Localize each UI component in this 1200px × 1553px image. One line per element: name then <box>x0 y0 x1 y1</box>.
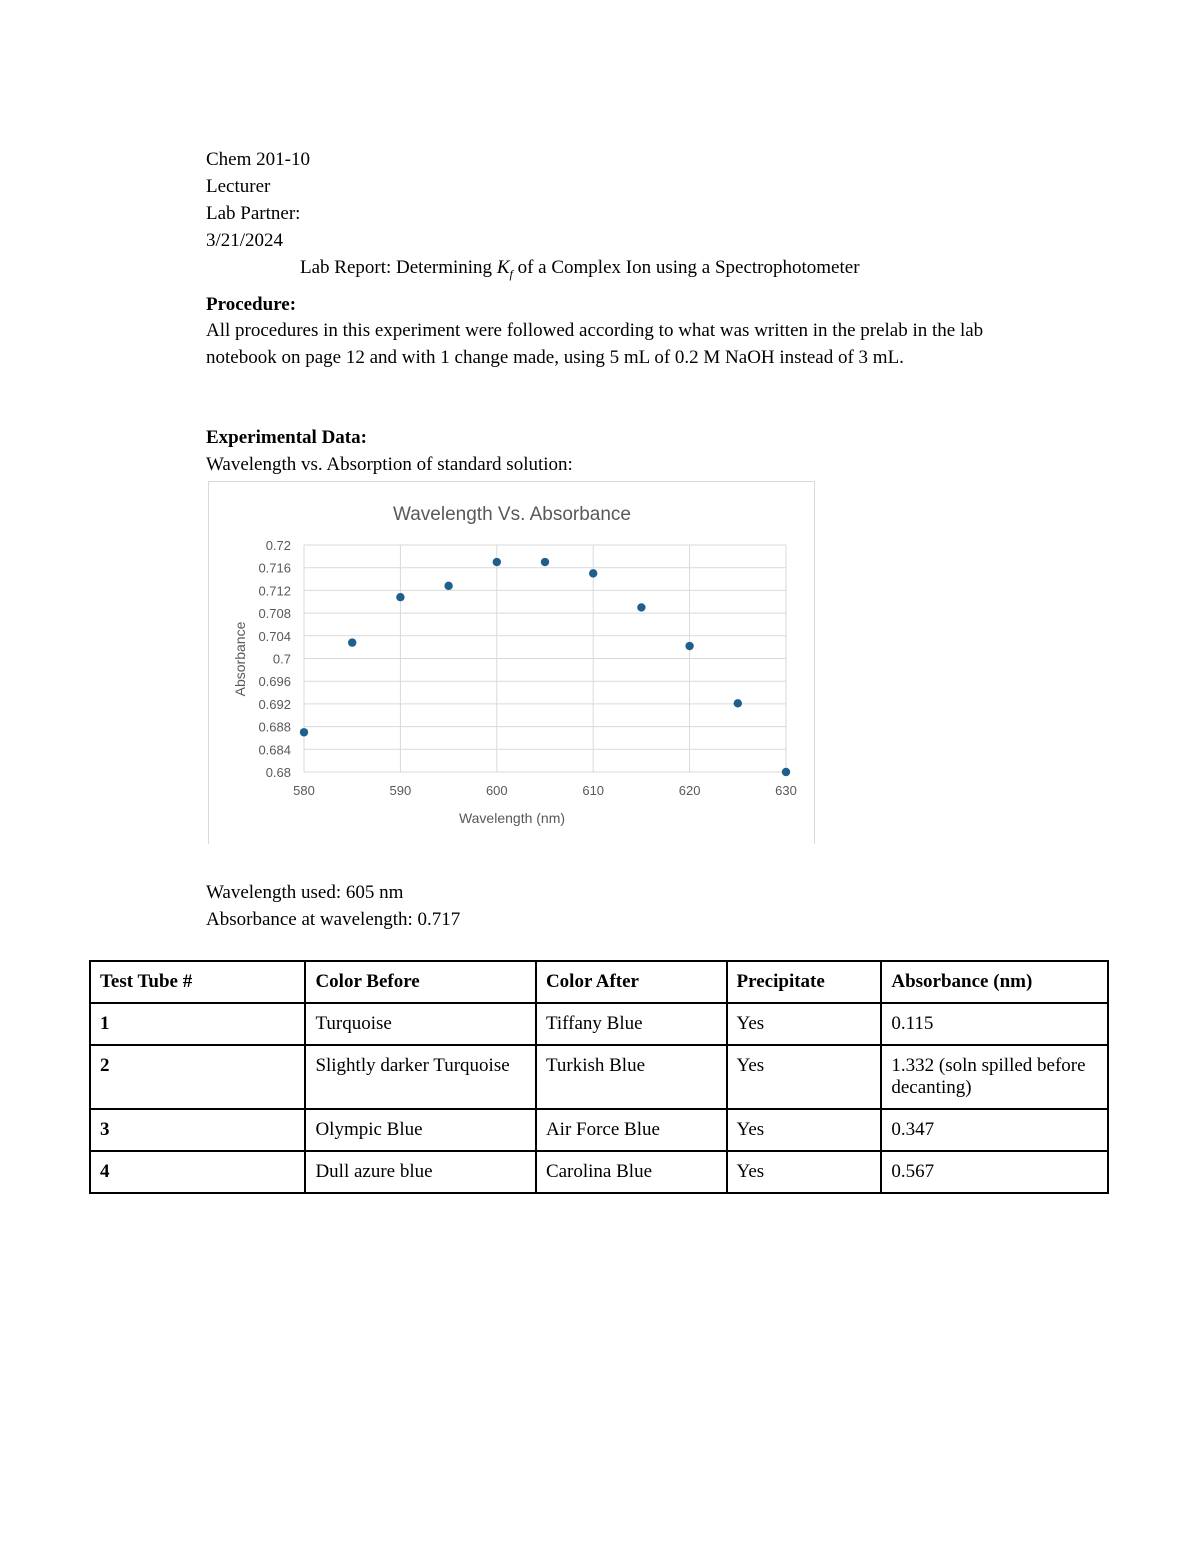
procedure-paragraph: All procedures in this experiment were followed according to what was written in the prelab in the lab notebook on page 12 and with 1 change made, using 5 mL of 0.2 M NaOH instead of 3 mL. <box>206 320 984 368</box>
x-tick-labels <box>293 783 797 798</box>
title-prefix: Lab Report: Determining <box>300 257 497 278</box>
y-tick-label: 0.712 <box>258 583 291 599</box>
experimental-data-heading: Experimental Data: <box>206 427 367 448</box>
course-line: Chem 201-10 <box>206 149 310 170</box>
procedure-heading: Procedure: <box>206 294 297 315</box>
data-point <box>782 768 790 776</box>
kf-symbol: K <box>496 257 510 278</box>
y-tick-label: 0.716 <box>258 560 291 576</box>
data-point <box>637 603 645 611</box>
x-tick-label: 630 <box>775 783 797 798</box>
y-tick-label: 0.7 <box>272 651 291 667</box>
cell-precipitate: Yes <box>727 1151 882 1193</box>
x-axis-label: Wavelength (nm) <box>458 810 566 826</box>
y-tick-label: 0.704 <box>258 628 291 644</box>
cell-absorbance: 0.347 <box>881 1109 1108 1151</box>
data-point <box>300 728 308 736</box>
cell-color-after: Carolina Blue <box>536 1151 727 1193</box>
header-absorbance: Absorbance (nm) <box>881 961 1108 1003</box>
y-tick-label: 0.708 <box>258 606 291 622</box>
data-point <box>685 642 693 650</box>
y-tick-label: 0.688 <box>258 719 291 735</box>
y-tick-labels <box>258 538 291 780</box>
y-tick-label: 0.72 <box>265 538 291 553</box>
data-point <box>541 558 549 566</box>
cell-color-after: Turkish Blue <box>536 1045 727 1109</box>
y-tick-label: 0.696 <box>258 674 291 690</box>
cell-tube: 4 <box>90 1151 305 1193</box>
data-point <box>493 558 501 566</box>
y-tick-label: 0.68 <box>265 765 291 780</box>
cell-color-before: Turquoise <box>305 1003 536 1045</box>
chart-caption: Wavelength vs. Absorption of standard solution: <box>206 454 573 475</box>
y-tick-label: 0.684 <box>258 742 291 758</box>
cell-absorbance: 1.332 (soln spilled before decanting) <box>881 1045 1108 1109</box>
chart-svg <box>209 482 816 845</box>
header-test-tube: Test Tube # <box>90 961 305 1003</box>
cell-tube: 2 <box>90 1045 305 1109</box>
cell-precipitate: Yes <box>727 1109 882 1151</box>
data-point <box>348 638 356 646</box>
chart-title: Wavelength Vs. Absorbance <box>393 504 631 525</box>
x-tick-label: 610 <box>582 783 605 798</box>
cell-precipitate: Yes <box>727 1045 882 1109</box>
table-row <box>90 1151 1108 1193</box>
x-tick-label: 600 <box>485 783 508 798</box>
table-row <box>90 1109 1108 1151</box>
lecturer-line: Lecturer <box>206 176 271 197</box>
x-tick-label: 590 <box>389 783 412 798</box>
cell-tube: 1 <box>90 1003 305 1045</box>
table-header-row <box>90 961 1108 1003</box>
wavelength-absorbance-chart <box>208 481 815 844</box>
cell-color-before: Dull azure blue <box>305 1151 536 1193</box>
cell-color-before: Slightly darker Turquoise <box>305 1045 536 1109</box>
y-axis-label: Absorbance <box>232 621 248 697</box>
cell-color-after: Tiffany Blue <box>536 1003 727 1045</box>
date-line: 3/21/2024 <box>206 230 284 251</box>
wavelength-used: Wavelength used: 605 nm <box>206 882 404 903</box>
absorbance-at-wavelength: Absorbance at wavelength: 0.717 <box>206 909 461 930</box>
title-suffix: of a Complex Ion using a Spectrophotometer <box>512 257 860 278</box>
kf-subscript: f <box>509 266 513 281</box>
cell-absorbance: 0.115 <box>881 1003 1108 1045</box>
cell-tube: 3 <box>90 1109 305 1151</box>
y-tick-label: 0.692 <box>258 696 291 712</box>
data-point <box>444 582 452 590</box>
lab-partner-line: Lab Partner: <box>206 203 301 224</box>
cell-color-before: Olympic Blue <box>305 1109 536 1151</box>
data-point <box>589 569 597 577</box>
header-color-after: Color After <box>536 961 727 1003</box>
table-row <box>90 1003 1108 1045</box>
cell-color-after: Air Force Blue <box>536 1109 727 1151</box>
chart-gridlines <box>304 545 786 772</box>
header-precipitate: Precipitate <box>727 961 882 1003</box>
header-color-before: Color Before <box>305 961 536 1003</box>
data-point <box>734 699 742 707</box>
table-row <box>90 1045 1108 1109</box>
x-tick-label: 620 <box>678 783 701 798</box>
cell-precipitate: Yes <box>727 1003 882 1045</box>
cell-absorbance: 0.567 <box>881 1151 1108 1193</box>
report-title <box>300 254 860 288</box>
data-point <box>396 593 404 601</box>
results-table <box>89 960 1109 1194</box>
x-tick-label: 580 <box>293 783 315 798</box>
